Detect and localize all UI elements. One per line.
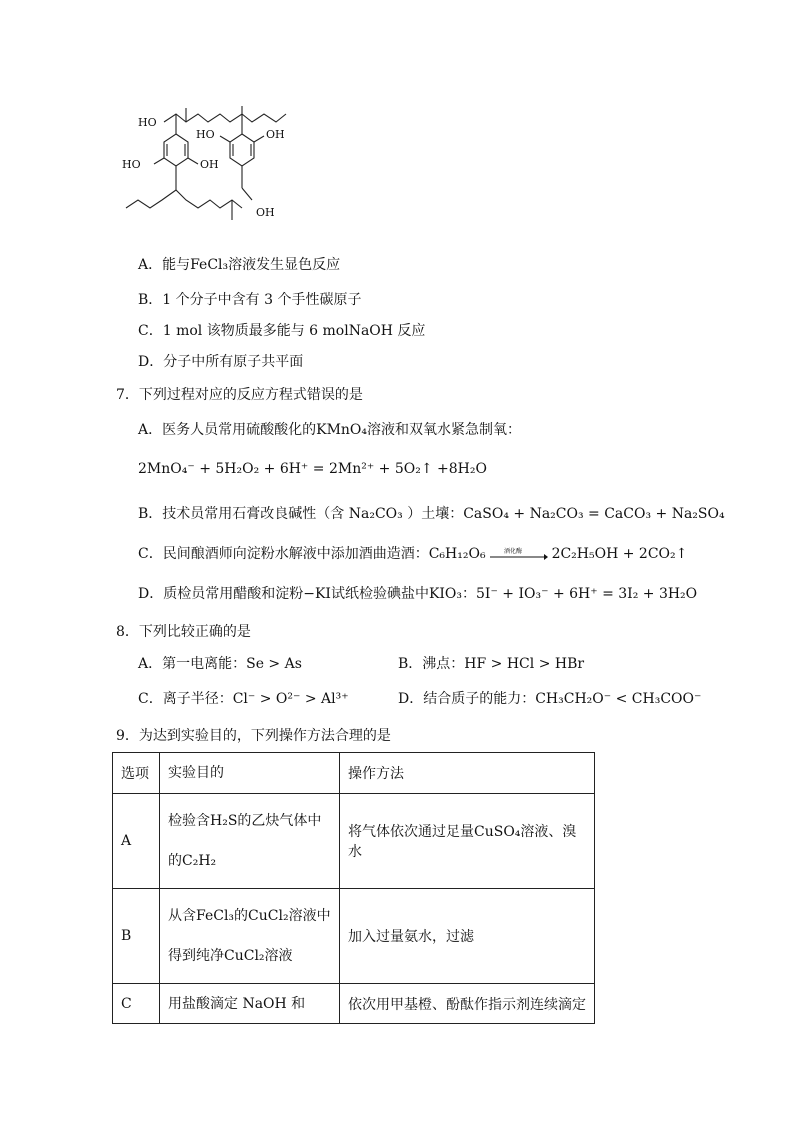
table-cell-goal: 从含FeCl₃的CuCl₂溶液中得到纯净CuCl₂溶液 <box>160 889 340 984</box>
reaction-arrow <box>490 547 548 561</box>
hydroxyl-label: HO <box>138 116 157 129</box>
hydroxyl-label: HO <box>122 158 141 171</box>
reaction-condition: 酒化酶 <box>503 548 522 555</box>
q8-option-b: B．沸点：HF > HCl > HBr <box>398 656 585 672</box>
q7-option-d: D．质检员常用醋酸和淀粉−KI试纸检验碘盐中KIO₃：5I⁻ + IO₃⁻ + 6H⁺ = 3I₂ + 3H₂O <box>138 586 698 602</box>
q6-option-b: B．1 个分子中含有 3 个手性碳原子 <box>138 292 362 308</box>
q8-option-c: C．离子半径：Cl⁻ > O²⁻ > Al³⁺ <box>138 691 349 707</box>
q6-option-a: A．能与FeCl₃溶液发生显色反应 <box>138 257 341 273</box>
table-cell-method: 将气体依次通过足量CuSO₄溶液、溴水 <box>340 794 595 889</box>
molecule-structure-diagram <box>120 104 300 234</box>
table-cell-method: 加入过量氨水，过滤 <box>340 889 595 984</box>
q7-stem: 7．下列过程对应的反应方程式错误的是 <box>116 387 363 403</box>
header-cell: 操作方法 <box>340 753 595 794</box>
q9-stem: 9．为达到实验目的，下列操作方法合理的是 <box>116 728 391 744</box>
hydroxyl-label: OH <box>200 158 219 171</box>
header-cell: 实验目的 <box>160 753 340 794</box>
table-cell-option: B <box>113 889 160 984</box>
q7-option-c-reactant: C．民间酿酒师向淀粉水解液中添加酒曲造酒：C₆H₁₂O₆ <box>138 546 486 562</box>
table-row <box>113 794 595 889</box>
hydroxyl-label: OH <box>256 206 275 219</box>
q8-option-a: A．第一电离能：Se > As <box>138 656 302 672</box>
q8-option-d: D．结合质子的能力：CH₃CH₂O⁻ < CH₃COO⁻ <box>398 691 702 707</box>
header-cell: 选项 <box>113 753 160 794</box>
table-header-row <box>113 753 595 794</box>
table-cell-method: 依次用甲基橙、酚酞作指示剂连续滴定 <box>340 984 595 1024</box>
q7-option-a-equation: 2MnO₄⁻ + 5H₂O₂ + 6H⁺ = 2Mn²⁺ + 5O₂↑ +8H₂O <box>138 461 487 477</box>
experiment-table <box>112 752 595 1024</box>
hydroxyl-label: HO <box>196 128 215 141</box>
table-cell-option: C <box>113 984 160 1024</box>
table-cell-option: A <box>113 794 160 889</box>
q6-option-d: D．分子中所有原子共平面 <box>138 354 304 370</box>
q7-option-c-product: 2C₂H₅OH + 2CO₂↑ <box>551 546 688 562</box>
q7-option-a: A．医务人员常用硫酸酸化的KMnO₄溶液和双氧水紧急制氧： <box>138 422 522 438</box>
table-row <box>113 984 595 1024</box>
q6-option-c: C．1 mol 该物质最多能与 6 molNaOH 反应 <box>138 323 426 339</box>
q7-option-b: B．技术员常用石膏改良碱性（含 Na₂CO₃ ）土壤：CaSO₄ + Na₂CO₃ = CaCO₃ + Na₂SO₄ <box>138 506 725 522</box>
table-cell-goal: 用盐酸滴定 NaOH 和 <box>160 984 340 1024</box>
hydroxyl-label: OH <box>266 128 285 141</box>
table-cell-goal: 检验含H₂S的乙炔气体中的C₂H₂ <box>160 794 340 889</box>
q7-option-c <box>138 544 687 564</box>
q8-stem: 8．下列比较正确的是 <box>116 624 251 640</box>
table-row <box>113 889 595 984</box>
